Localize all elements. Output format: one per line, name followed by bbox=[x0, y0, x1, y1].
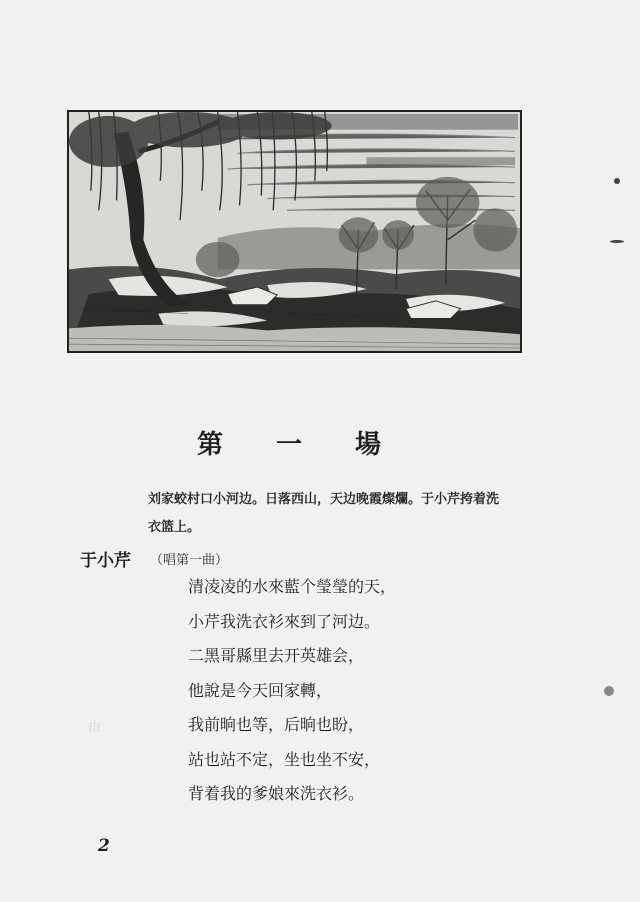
lyric-line: 二黑哥縣里去开英雄会， bbox=[188, 646, 365, 665]
lyric-line: 我前晌也等，后晌也盼， bbox=[188, 715, 365, 734]
ink-speck bbox=[610, 240, 624, 243]
lyric-line: 背着我的爹娘來洗衣衫。 bbox=[188, 784, 365, 803]
song-lyrics bbox=[188, 570, 448, 812]
bleed-through-text: 由 bbox=[88, 720, 102, 735]
lyric-line: 小芹我洗衣衫來到了河边。 bbox=[188, 611, 381, 631]
landscape-drawing bbox=[69, 112, 520, 351]
page-number: 2 bbox=[98, 836, 110, 856]
ink-speck bbox=[604, 686, 614, 696]
lyric-line: 站也站不定，坐也坐不安， bbox=[188, 749, 381, 769]
speaker-name: 于小芹 bbox=[80, 551, 131, 571]
ink-speck bbox=[614, 178, 620, 184]
lyric-line: 他說是今天回家轉， bbox=[188, 680, 333, 700]
scene-title: 第 一 場 bbox=[196, 430, 404, 460]
stage-direction: 刘家蛟村口小河边。日落西山，天边晚霞燦爛。于小芹挎着洗衣篮上。 bbox=[148, 492, 500, 535]
riverside-landscape-illustration bbox=[67, 110, 522, 353]
lyric-line: 清凌凌的水來藍个瑩瑩的天， bbox=[188, 577, 397, 596]
singing-note: （唱第一曲） bbox=[150, 553, 229, 568]
